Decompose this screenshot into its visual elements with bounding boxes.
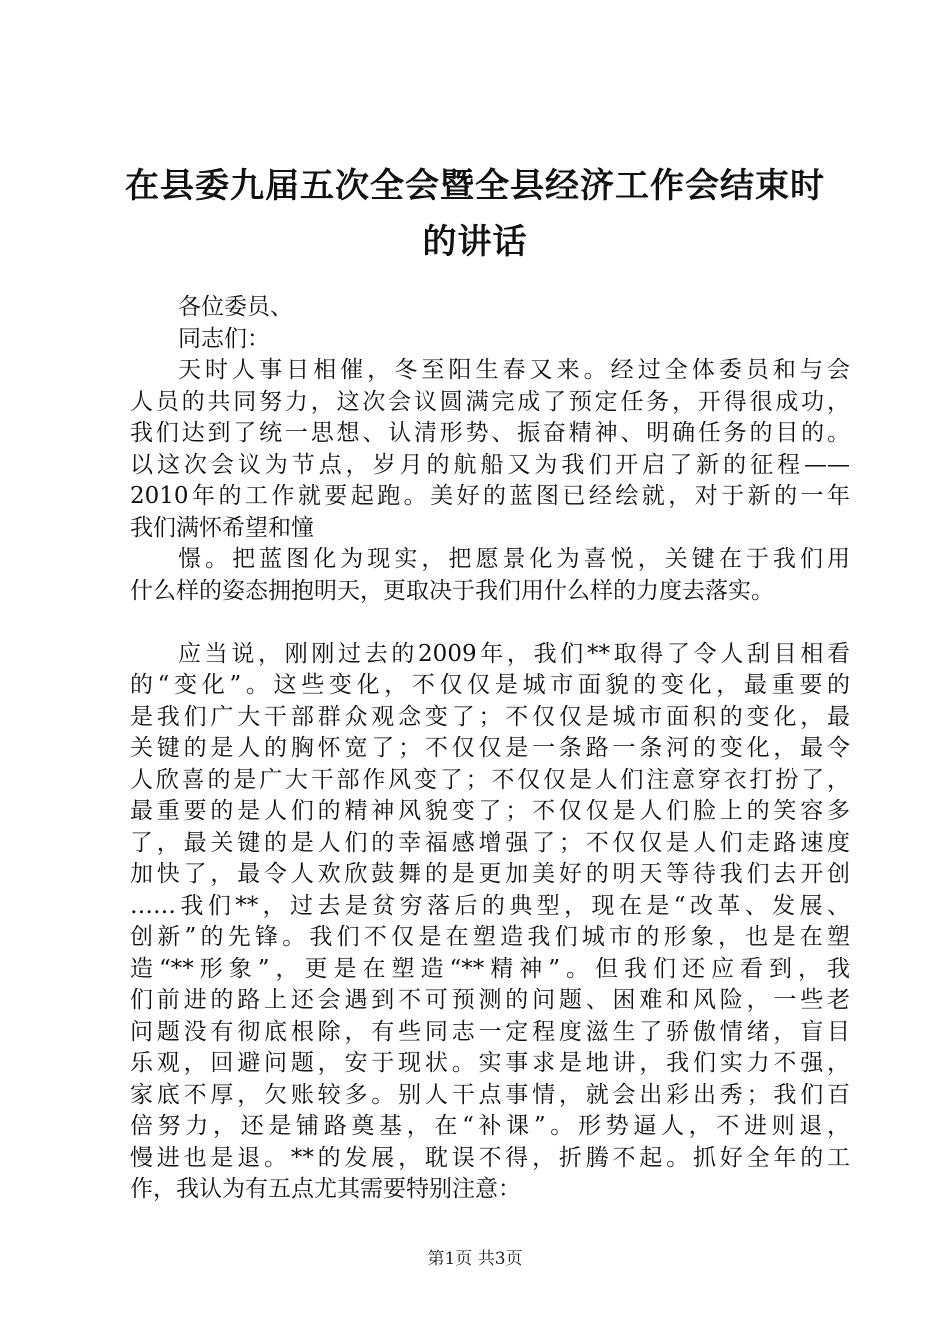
paragraph-line: 是我们广大干部群众观念变了；不仅仅是城市面积的变化，最 (130, 703, 850, 730)
paragraph-line: 人欣喜的是广大干部作风变了；不仅仅是人们注意穿衣打扮了， (130, 766, 850, 793)
paragraph-line: 人员的共同努力，这次会议圆满完成了预定任务，开得很成功， (130, 388, 850, 415)
paragraph-line: 作，我认为有五点尤其需要特别注意： (130, 1176, 521, 1202)
document-body (130, 292, 850, 1206)
paragraph-line: 关键的是人的胸怀宽了；不仅仅是一条路一条河的变化，最令 (130, 735, 850, 761)
paragraph-line: 倍努力，还是铺路奠基，在“补课”。形势逼人，不进则退， (130, 1113, 850, 1139)
paragraph-line: 我们满怀希望和憧 (130, 514, 314, 541)
paragraph-line: 了，最关键的是人们的幸福感增强了；不仅仅是人们走路速度 (130, 829, 850, 856)
paragraph-1 (130, 355, 850, 544)
title-line-2: 的讲话 (422, 222, 528, 262)
paragraph-line: 加快了，最令人欢欣鼓舞的是更加美好的明天等待我们去开创 (130, 861, 850, 887)
paragraph-line: 的“变化”。这些变化，不仅仅是城市面貌的变化，最重要的 (130, 672, 850, 698)
paragraph-line: 2010年的工作就要起跑。美好的蓝图已经绘就，对于新的一年 (130, 483, 850, 509)
paragraph-line: 创新”的先锋。我们不仅是在塑造我们城市的形象，也是在塑 (130, 924, 850, 950)
paragraph-line: 憬。把蓝图化为现实，把愿景化为喜悦，关键在于我们用 (178, 546, 850, 572)
document-title (110, 158, 840, 270)
paragraph-line: ……我们**，过去是贫穷落后的典型，现在是“改革、发展、 (130, 892, 850, 919)
paragraph-line: 应当说，刚刚过去的2009年，我们**取得了令人刮目相看 (178, 640, 850, 667)
paragraph-line: 问题没有彻底根除，有些同志一定程度滋生了骄傲情绪，盲目 (130, 1018, 850, 1045)
paragraph-line: 造“**形象”，更是在塑造“**精神”。但我们还应看到，我 (130, 955, 850, 982)
paragraph-line: 家底不厚，欠账较多。别人干点事情，就会出彩出秀；我们百 (130, 1081, 850, 1108)
page-footer: 第1页 共3页 (427, 1249, 523, 1269)
salutation-1: 各位委员、 (178, 294, 293, 320)
paragraph-line: 以这次会议为节点，岁月的航船又为我们开启了新的征程—— (130, 451, 850, 478)
title-line-1: 在县委九届五次全会暨全县经济工作会结束时 (125, 166, 825, 206)
paragraph-line: 什么样的姿态拥抱明天，更取决于我们用什么样的力度去落实。 (130, 577, 774, 604)
paragraph-gap (130, 607, 850, 639)
paragraph-line: 最重要的是人们的精神风貌变了；不仅仅是人们脸上的笑容多 (130, 798, 850, 824)
paragraph-line: 我们达到了统一思想、认清形势、振奋精神、明确任务的目的。 (130, 420, 850, 446)
paragraph-line: 慢进也是退。**的发展，耽误不得，折腾不起。抓好全年的工 (130, 1144, 850, 1171)
paragraph-line: 天时人事日相催，冬至阳生春又来。经过全体委员和与会 (178, 357, 850, 383)
paragraph-line: 们前进的路上还会遇到不可预测的问题、困难和风险，一些老 (130, 987, 850, 1013)
paragraph-line: 乐观，回避问题，安于现状。实事求是地讲，我们实力不强， (130, 1050, 850, 1076)
paragraph-3 (130, 639, 850, 1206)
paragraph-2 (130, 544, 850, 607)
salutation-2: 同志们： (178, 325, 270, 352)
